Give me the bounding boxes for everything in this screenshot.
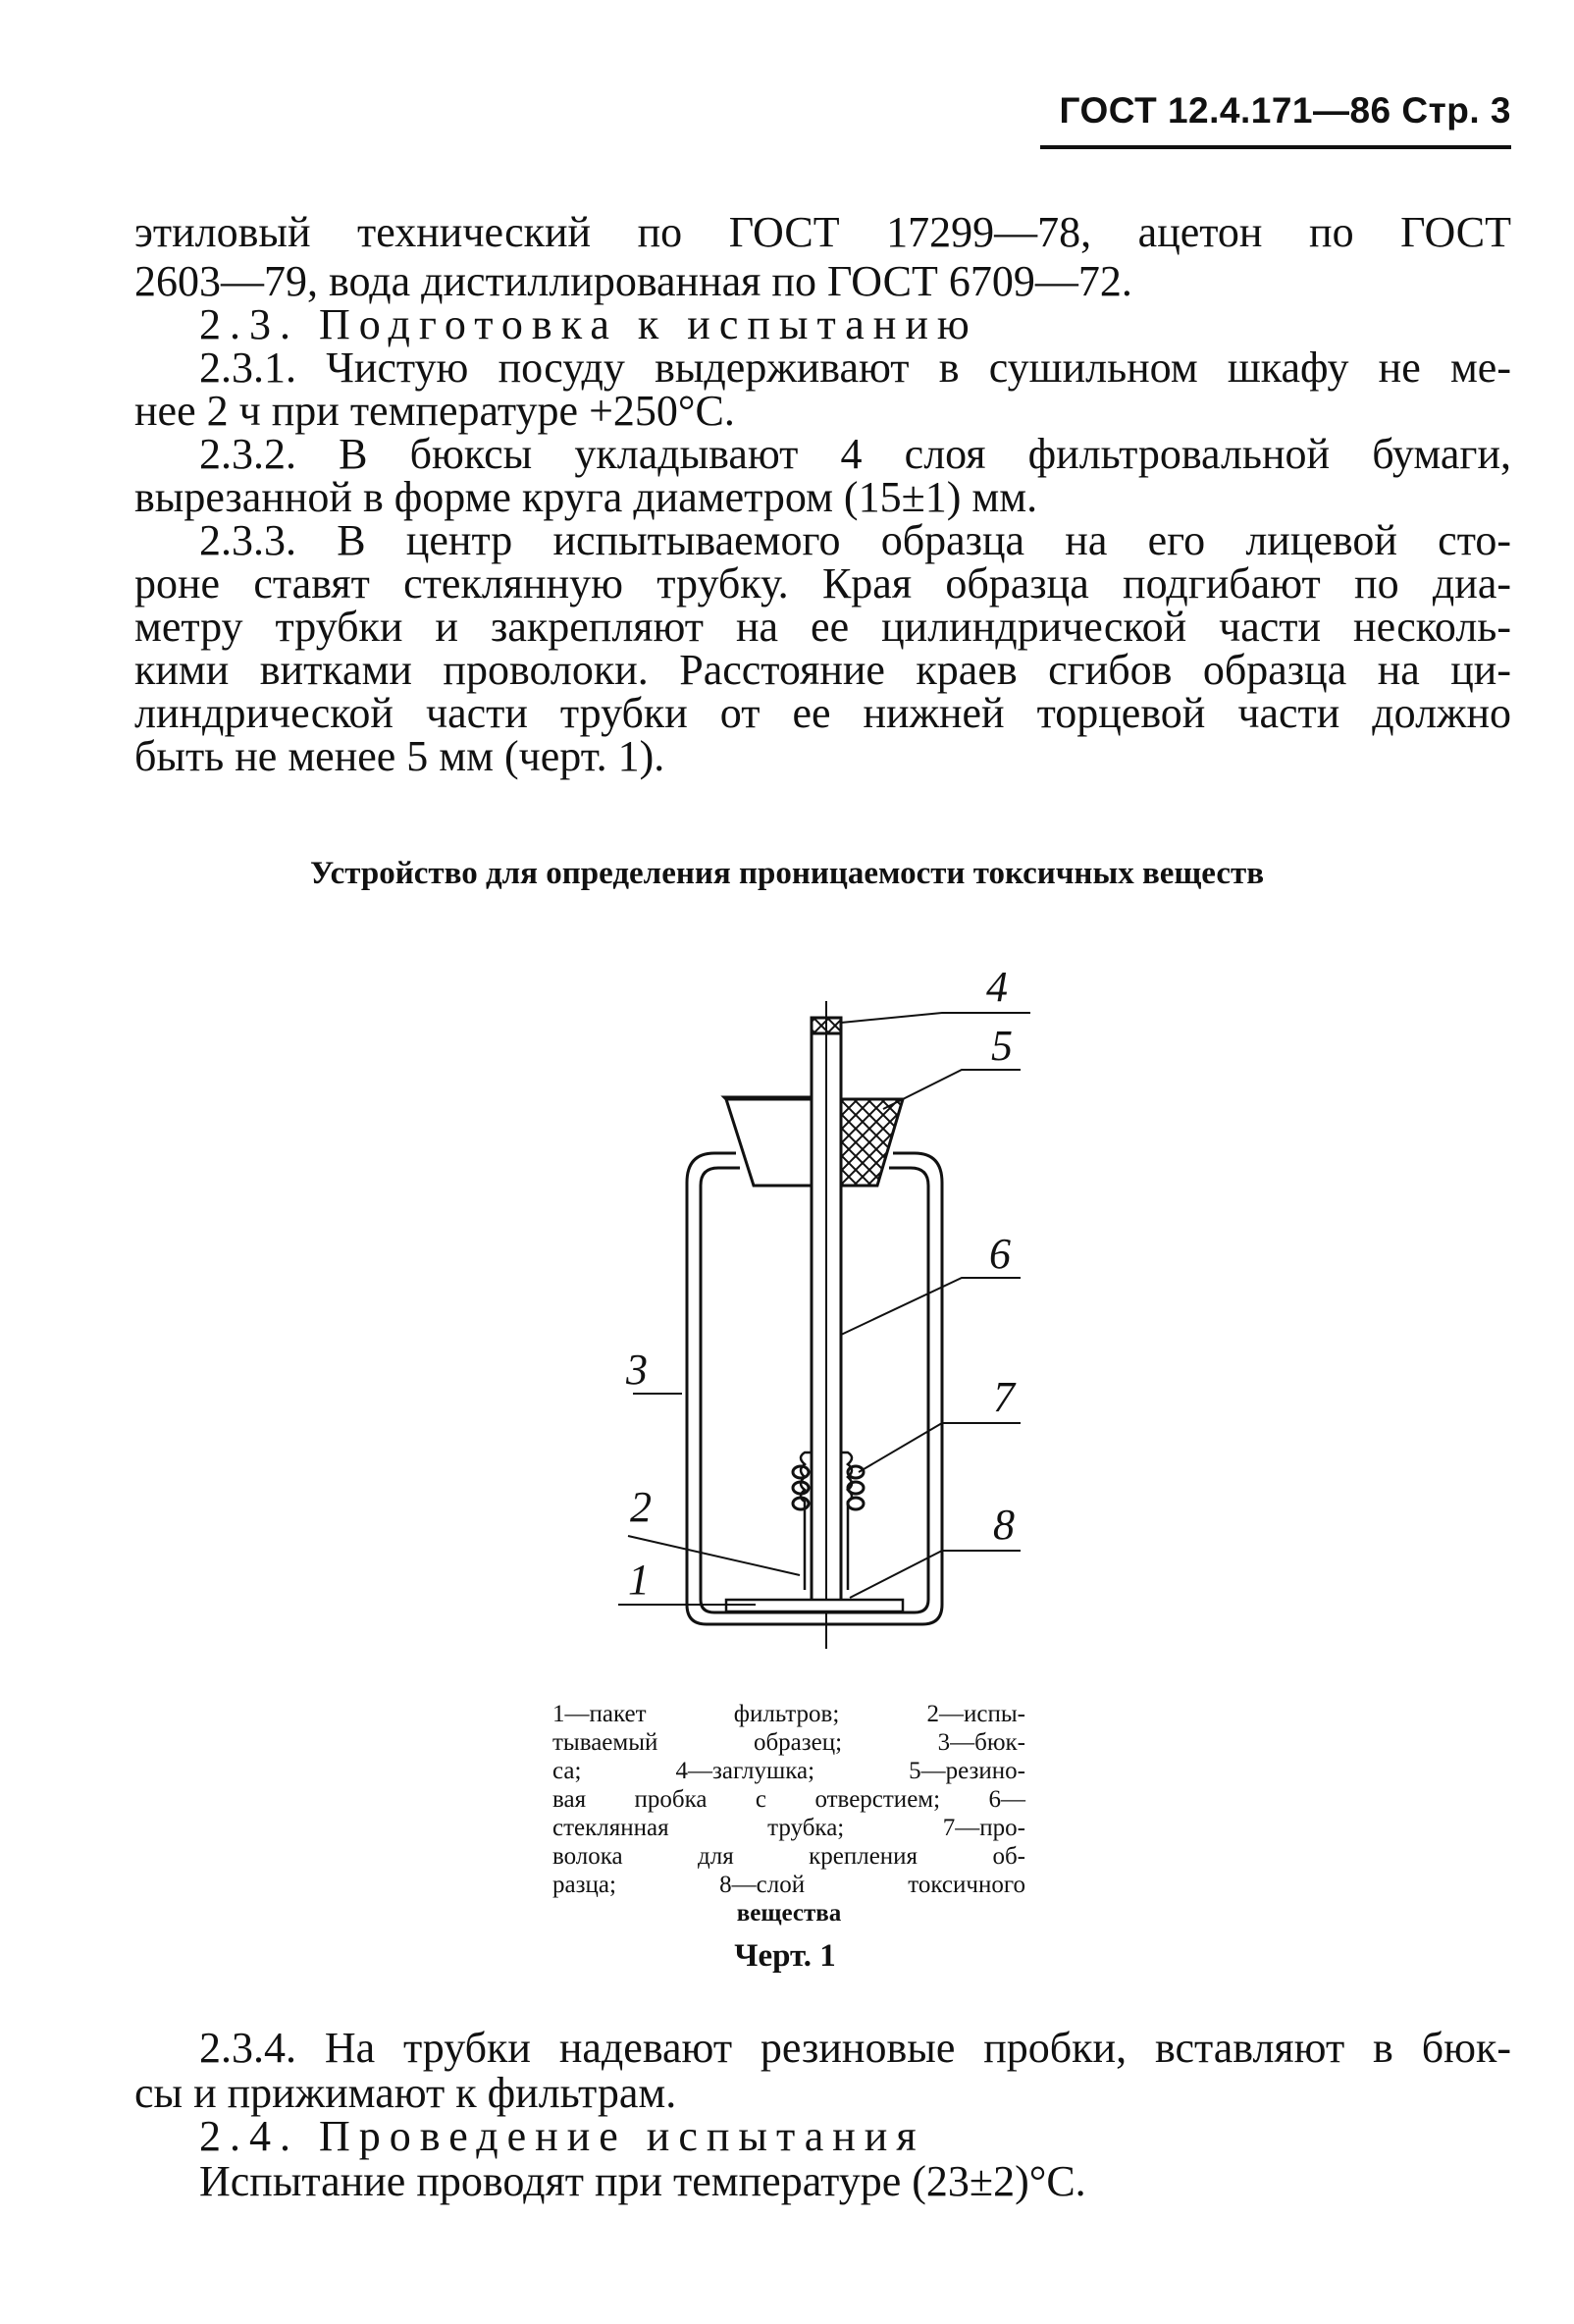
legend-line: стеклянная трубка; 7—про-	[552, 1815, 1025, 1841]
leader-7	[859, 1423, 1021, 1472]
body-line-2: 2603—79, вода дистиллированная по ГОСТ 6709—72.	[134, 257, 1132, 305]
figure-caption: Черт. 1	[734, 1938, 836, 1974]
stopper-left	[726, 1099, 812, 1186]
label-6: 6	[989, 1230, 1011, 1278]
body-bottom-line-4: Испытание проводят при температуре (23±2)°С.	[199, 2157, 1086, 2205]
page-header: ГОСТ 12.4.171—86 Стр. 3	[1059, 90, 1511, 131]
body-line-13: быть не менее 5 мм (черт. 1).	[134, 732, 665, 780]
label-5: 5	[991, 1022, 1013, 1070]
label-2: 2	[630, 1483, 652, 1531]
body-line-7: вырезанной в форме круга диаметром (15±1) мм.	[134, 473, 1038, 521]
device-diagram	[608, 923, 1099, 1668]
legend-line: 1—пакет фильтров; 2—испы-	[552, 1701, 1025, 1727]
label-7: 7	[993, 1373, 1015, 1421]
body-bottom-line-2: сы и прижимают к фильтрам.	[134, 2069, 677, 2117]
section-heading-2-4: 2.4. Проведение испытания	[199, 2112, 925, 2160]
figure-title: Устройство для определения проницаемости токсичных веществ	[309, 856, 1265, 891]
figure-legend	[552, 1700, 1025, 1928]
body-line-10: метру трубки и закрепляют на ее цилиндрической части несколь-	[134, 603, 1511, 651]
leader-8	[850, 1551, 1021, 1598]
label-3: 3	[626, 1346, 648, 1394]
body-line-4: 2.3.1. Чистую посуду выдерживают в сушильном шкафу не ме-	[199, 343, 1511, 392]
legend-line: тываемый образец; 3—бюк-	[552, 1729, 1025, 1756]
legend-line: волока для крепления об-	[552, 1843, 1025, 1870]
body-line-11: кими витками проволоки. Расстояние краев сгибов образца на ци-	[134, 646, 1511, 694]
label-8: 8	[993, 1501, 1015, 1549]
body-line-12: линдрической части трубки от ее нижней торцевой части должно	[134, 689, 1511, 737]
legend-line: вая пробка с отверстием; 6—	[552, 1786, 1025, 1813]
body-bottom-line-1: 2.3.4. На трубки надевают резиновые пробки, вставляют в бюк-	[199, 2024, 1511, 2072]
stopper-right	[841, 1099, 903, 1186]
body-line-6: 2.3.2. В бюксы укладывают 4 слоя фильтровальной бумаги,	[199, 430, 1511, 478]
leader-5	[883, 1070, 1021, 1109]
label-1: 1	[628, 1556, 650, 1604]
leader-2	[628, 1536, 800, 1575]
body-line-5: нее 2 ч при температуре +250°С.	[134, 387, 735, 435]
label-4: 4	[986, 963, 1008, 1011]
legend-line: са; 4—заглушка; 5—резино-	[552, 1758, 1025, 1784]
leader-6	[841, 1278, 1021, 1335]
legend-line: разца; 8—слой токсичного	[552, 1872, 1025, 1898]
legend-line: вещества	[736, 1900, 842, 1927]
header-rule	[1040, 145, 1511, 149]
body-line-9: роне ставят стеклянную трубку. Края образца подгибают по диа-	[134, 559, 1511, 607]
section-heading-2-3: 2.3. Подготовка к испытанию	[199, 300, 978, 348]
body-line-1: этиловый технический по ГОСТ 17299—78, ацетон по ГОСТ	[134, 208, 1511, 256]
body-line-8: 2.3.3. В центр испытываемого образца на его лицевой сто-	[199, 516, 1511, 564]
